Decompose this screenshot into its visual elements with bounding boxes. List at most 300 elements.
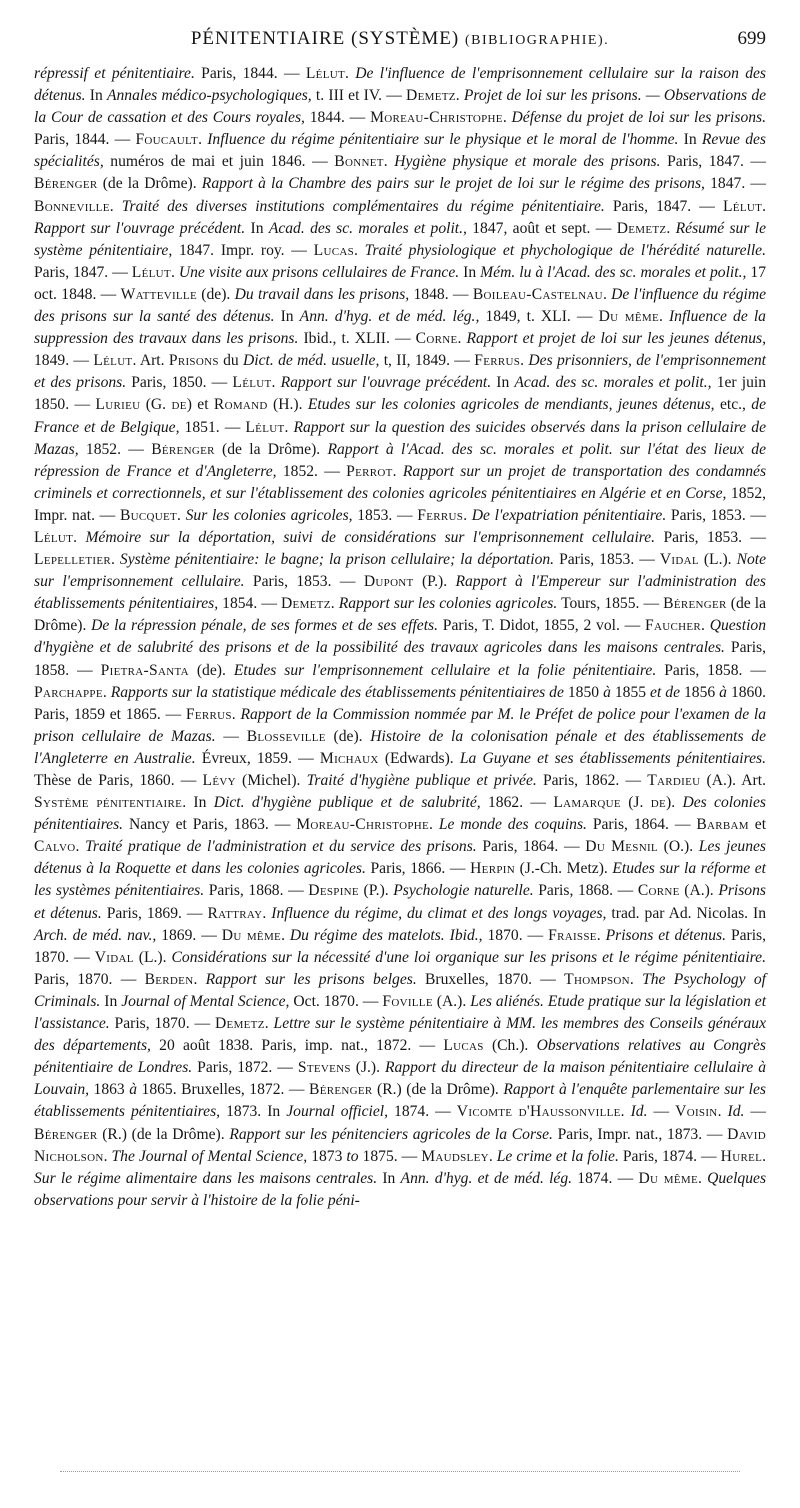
author-name: Demetz (406, 87, 456, 105)
citation-title: Projet de loi sur les prisons. — Observations de la Cour de cassation et des Cours royales, (34, 87, 767, 127)
citation-text: Paris, 1866. — (365, 860, 471, 878)
author-name: Demetz (616, 219, 667, 237)
author-name: Lélut (34, 528, 74, 546)
citation-title: Hygiène physique et morale des prisons. (394, 153, 661, 171)
citation-text: et (748, 816, 767, 834)
citation-title: Prisons et détenus. (34, 882, 766, 922)
citation-text: Paris, 1868. — (533, 882, 638, 900)
citation-text: . (354, 241, 365, 259)
citation-text: 17 oct. 1848. — (34, 263, 766, 303)
citation-title: Journal officiel, (286, 1103, 388, 1121)
citation-title: à (603, 683, 611, 701)
author-name: Lélut (232, 374, 272, 392)
citation-text: . (170, 263, 179, 281)
citation-text: . (392, 462, 403, 480)
citation-title: Rapport sur la question des suicides observés dans la prison cellulaire de Mazas, (34, 418, 766, 458)
citation-text: (de la Drôme). (214, 440, 328, 458)
citation-text: Ibid., t. XLII. — (298, 330, 416, 348)
citation-text: (A.). (679, 882, 719, 900)
citation-text: (R.) (de la Drôme). (372, 1081, 504, 1099)
citation-text: Paris, 1870. — (34, 926, 767, 966)
citation-title: Rapport à la Chambre des pairs sur le projet de loi sur le régime des prisons, (201, 175, 705, 193)
citation-text: . (488, 1147, 497, 1165)
author-name: Lélut (305, 65, 345, 82)
citation-text: . (231, 705, 241, 723)
author-name: Bonneville (34, 197, 110, 215)
citation-text: . (103, 1147, 112, 1165)
author-name: Tardieu (647, 772, 701, 789)
citation-text: Paris, 1847. — (34, 263, 132, 281)
citation-title: Lettre sur le système pénitentiaire à MM. les membres des Conseils généraux des départements, (34, 1015, 767, 1055)
citation-text: . (701, 617, 710, 635)
citation-text: 1865. Bruxelles, 1872. — (137, 1081, 310, 1099)
author-name: Maudsley (421, 1147, 489, 1165)
citation-text: 1852. — (78, 440, 152, 458)
citation-text: Paris, T. Didot, 1855, 2 vol. — (438, 617, 645, 635)
author-name: Faucher (645, 617, 701, 635)
author-name: Moreau-Christophe (296, 816, 430, 834)
citation-title: Arch. de méd. nav., (34, 926, 157, 944)
citation-text: (J.). (350, 1059, 385, 1077)
citation-title: répressif et pénitentiaire. (34, 65, 195, 82)
citation-text: Paris, 1853. — (655, 528, 767, 546)
citation-text: In (245, 219, 269, 237)
citation-text: (L.). (133, 948, 172, 966)
citation-text: Paris, 1862. — (536, 772, 648, 789)
citation-text: . (284, 418, 294, 436)
citation-title: Quelques observations pour servir à l'histoire de la folie péni- (34, 1169, 767, 1209)
author-name: Corne (637, 882, 680, 900)
citation-text: (de). (325, 727, 371, 745)
author-name: Vidal (659, 551, 699, 569)
author-name: Foville (382, 992, 433, 1010)
author-name: Boileau-Castelnau (472, 285, 603, 303)
citation-title: Annales médico-psychologiques, (106, 87, 312, 105)
author-name: Bérenger (309, 1081, 373, 1099)
citation-text: . (658, 308, 669, 326)
citation-text: 1852, Impr. nat. — (34, 484, 767, 524)
author-name: Hurel (720, 1147, 763, 1165)
author-name: Lucas (443, 1037, 484, 1055)
citation-text: 1862. — (480, 794, 554, 812)
citation-title: Rapport sur les prisons belges. (205, 970, 417, 988)
author-name: Lepelletier (34, 551, 111, 569)
citation-text: ) et (186, 396, 214, 414)
citation-text: . (330, 595, 339, 613)
citation-text: Bruxelles, 1870. — (416, 970, 565, 988)
citation-text: 1869. — (156, 926, 222, 944)
citation-text: . (455, 87, 464, 105)
citation-text: . (697, 1169, 708, 1187)
citation-text: (de la Drôme). (34, 595, 767, 635)
citation-text: Paris, 1844. — (34, 131, 136, 149)
citation-text: Paris, 1872. — (192, 1059, 298, 1077)
author-name: Romand (213, 396, 268, 414)
citation-text: (J.-Ch. Metz). (514, 860, 613, 878)
citation-text: 1860. Paris, 1859 et 1865. — (34, 683, 767, 723)
citation-text: du (218, 352, 243, 370)
citation-text: (Ch.). (483, 1037, 537, 1055)
citation-text: (Michel). (235, 772, 307, 789)
citation-title: Rapport sur l'ouvrage précédent. (280, 374, 492, 392)
author-name: Foucault (135, 131, 199, 149)
citation-title: Sur le régime alimentaire dans les maisons centrales. (34, 1169, 378, 1187)
bibliography-paragraph (34, 63, 766, 1212)
citation-title: et de (650, 683, 680, 701)
author-name: Pietra-Santa (100, 661, 189, 679)
citation-title: Rapport de la Commission nommée par M. le Préfet de police pour l'examen de la prison cellulaire de Mazas. (34, 705, 767, 745)
author-name: Voisin (675, 1103, 718, 1121)
author-name: Lucas (313, 241, 355, 259)
author-name: Vidal (94, 948, 134, 966)
citation-text: 1852. — (276, 462, 347, 480)
author-name: de (171, 396, 187, 414)
citation-text: . (262, 904, 272, 922)
citation-text: 1844. — (304, 109, 371, 127)
citation-title: à (719, 683, 727, 701)
citation-title: Du travail dans les prisons, (234, 285, 410, 303)
citation-text: Paris, 1853. — (554, 551, 660, 569)
citation-title: Rapport sur un projet de transportation des condamnés criminels et correctionnels, et sur l'établissement des colonies agricoles pénitentiaires en Algérie et en Corse, (34, 462, 767, 502)
author-name: Lamarque (553, 794, 621, 812)
citation-title: à (129, 1081, 138, 1099)
citation-text: 1874. — (572, 1169, 639, 1187)
citation-title: De l'influence du régime des prisons sur la santé des détenus. (34, 285, 767, 326)
citation-text: (L.). (698, 551, 737, 569)
citation-title: Les jeunes détenus à la Roquette et dans les colonies agricoles. (34, 838, 767, 878)
citation-text: — (647, 1103, 676, 1121)
citation-text: In (459, 263, 481, 281)
author-name: Dupont (363, 573, 414, 591)
citation-text: 1er juin 1850. — (34, 374, 766, 414)
citation-text: . (717, 1103, 728, 1121)
citation-text: Paris, 1864. — (476, 838, 586, 856)
citation-text: . (271, 374, 281, 392)
citation-title: Psychologie naturelle. (393, 882, 534, 900)
citation-title: The Journal of Mental Science, (111, 1147, 308, 1165)
author-name: Bonnet (334, 153, 384, 171)
citation-title: De l'expatriation pénitentiaire. (471, 506, 667, 524)
citation-title: Prisons et détenus. (605, 926, 726, 944)
citation-text: Nancy et Paris, 1863. — (123, 816, 297, 834)
citation-title: Rapport à l'Empereur sur l'administration des établissements pénitentiaires, (34, 573, 766, 613)
citation-text: . (457, 330, 467, 348)
citation-title: Dict. d'hygiène publique et de salubrité, (213, 794, 481, 812)
citation-title: Journal of Mental Science, (121, 992, 290, 1010)
citation-text: . In (182, 794, 214, 812)
citation-text: . Art. (132, 352, 169, 370)
citation-text: (O.). (657, 838, 699, 856)
running-title (34, 28, 766, 50)
citation-text: . (281, 926, 290, 944)
citation-text: Paris, 1858. — (656, 661, 766, 679)
citation-title: Du régime des matelots. Ibid., (289, 926, 483, 944)
citation-text: Évreux, 1859. — (195, 749, 320, 767)
citation-title: Note sur l'emprisonnement cellulaire. (34, 551, 767, 591)
author-name: Système pénitentiaire (34, 794, 183, 812)
author-name: Thompson (564, 970, 630, 988)
citation-text: (J. (620, 794, 651, 812)
author-name: Michaux (319, 749, 379, 767)
citation-title: Rapport sur les colonies agricoles. (338, 595, 558, 613)
citation-text: trad. par Ad. Nicolas. In (606, 904, 767, 922)
author-name: Berden (144, 970, 194, 988)
author-name: Moreau-Christophe (370, 109, 503, 127)
citation-title: to (346, 1147, 359, 1165)
author-name: Herpin (470, 860, 515, 878)
citation-text: . (109, 197, 122, 215)
citation-text: 1870. — (482, 926, 549, 944)
author-name: Lurieu (95, 396, 141, 414)
citation-title: Etudes sur les colonies agricoles de mendiants, jeunes détenus, (307, 396, 715, 414)
author-name: Du même (598, 308, 659, 326)
author-name: Calvo (34, 838, 76, 856)
citation-text: t. III et IV. — (311, 87, 407, 105)
author-name: Despine (308, 882, 359, 900)
citation-title: Le monde des coquins. (438, 816, 587, 834)
citation-text: . (264, 1015, 274, 1033)
citation-text: 1874. — (388, 1103, 457, 1121)
citation-title: Des colonies pénitentiaires. (34, 794, 766, 834)
citation-text: Paris, 1853. — (666, 506, 767, 524)
author-name: Demetz (281, 595, 331, 613)
citation-text: Paris, 1850. — (126, 374, 233, 392)
page-header (34, 0, 766, 50)
citation-text: Paris, 1847. — (604, 197, 723, 215)
citation-text: . (520, 352, 529, 370)
citation-text: 1853. — (352, 506, 418, 524)
citation-title: Etudes sur l'emprisonnement cellulaire et la folie pénitentiaire. (233, 661, 657, 679)
author-name: Bérenger (663, 595, 727, 613)
citation-text: In (85, 87, 107, 105)
author-name: Du même (638, 1169, 698, 1187)
citation-text: . (198, 131, 208, 149)
author-name: Lélut (245, 418, 285, 436)
footer-dotted-rule (60, 1471, 740, 1472)
citation-text: . (177, 506, 186, 524)
author-name: Fraisse (548, 926, 597, 944)
citation-text: — (744, 1103, 767, 1121)
citation-title: Acad. des sc. morales et polit., (514, 374, 712, 392)
citation-title: Traité d'hygiène publique et privée. (306, 772, 537, 789)
citation-title: Id. (630, 1103, 648, 1121)
citation-text: Tours, 1855. — (557, 595, 664, 613)
citation-text: . (602, 285, 612, 303)
author-name: Ferrus (417, 506, 464, 524)
author-name: Bérenger (151, 440, 215, 458)
citation-title: de France et de Belgique, (34, 396, 766, 436)
citation-title: Id. (727, 1103, 745, 1121)
citation-text: 1849. — (34, 352, 94, 370)
citation-title: Rapport sur l'ouvrage précédent. (34, 219, 246, 237)
citation-text: Paris, 1874. — (618, 1147, 721, 1165)
citation-text: (R.) (de la Drôme). (97, 1125, 230, 1143)
citation-title: Histoire de la colonisation pénale et des établissements de l'Angleterre en Australie. (34, 727, 767, 767)
author-name: Parchappe (34, 683, 103, 701)
citation-title: Acad. des sc. morales et polit., (268, 219, 467, 237)
citation-text: (A.). (432, 992, 471, 1010)
citation-text: (H.). (267, 396, 308, 414)
citation-title: Système pénitentiaire: le bagne; la prison cellulaire; la déportation. (119, 551, 555, 569)
author-name: Ferrus (474, 352, 521, 370)
citation-title: Rapport sur les pénitenciers agricoles de la Corse. (229, 1125, 553, 1143)
citation-text: 1875. — (358, 1147, 422, 1165)
citation-text: ). (666, 794, 683, 812)
author-name: Bérenger (34, 175, 98, 193)
citation-text: 1847. Impr. roy. — (172, 241, 314, 259)
citation-text: . (666, 219, 676, 237)
citation-text: . (193, 970, 206, 988)
citation-text: 1854. — (218, 595, 281, 613)
citation-text: 1851. — (179, 418, 246, 436)
citation-text: . (629, 970, 643, 988)
citation-text: (Edwards). (378, 749, 460, 767)
author-name: Lélut (131, 263, 171, 281)
running-title-section: (BIBLIOGRAPHIE). (464, 33, 610, 48)
citation-title: The Psychology of Criminals. (34, 970, 766, 1010)
citation-text: t, II, 1849. — (379, 352, 475, 370)
citation-text: (de). (196, 285, 235, 303)
citation-title: Ann. d'hyg. et de méd. lég., (299, 308, 480, 326)
citation-text: 1850 (563, 683, 604, 701)
citation-text: . (345, 65, 356, 82)
citation-text: (P.). (358, 882, 394, 900)
citation-title: Rapport à l'Acad. des sc. morales et polit. sur l'état des lieux de répression de France et d'Angleterre, (34, 440, 767, 480)
author-name: Blosseville (246, 727, 326, 745)
citation-title: Traité physiologique et phychologique de l'hérédité naturelle. (364, 241, 767, 259)
citation-title: Mémoire sur la déportation, suivi de considérations sur l'emprisonnement cellulaire. (85, 528, 656, 546)
citation-text: 1873 (307, 1147, 347, 1165)
citation-text: . (429, 816, 439, 834)
citation-text: (A.). Art. (700, 772, 766, 789)
author-name: Stevens (297, 1059, 351, 1077)
citation-text: Paris, Impr. nat., 1873. — (552, 1125, 728, 1143)
citation-text: 1848. — (409, 285, 473, 303)
author-name: Lélut (93, 352, 133, 370)
author-name: Vicomte d'Haussonville (456, 1103, 621, 1121)
citation-title: Résumé sur le système pénitentiaire, (34, 219, 766, 259)
citation-title: Mém. lu à l'Acad. des sc. morales et polit., (480, 263, 747, 281)
citation-text: — (215, 727, 247, 745)
author-name: Du Mesnil (585, 838, 658, 856)
author-name: Du même (221, 926, 282, 944)
citation-text: . (383, 153, 395, 171)
citation-title: La Guyane et ses établissements pénitentiaires. (459, 749, 766, 767)
citation-title: Influence de la suppression des travaux dans les prisons. (34, 308, 766, 348)
citation-title: Rapport à l'enquête parlementaire sur les établissements pénitentiaires, (34, 1081, 766, 1121)
citation-text: Paris, 1853. — (244, 573, 364, 591)
author-name: Lélut (722, 197, 763, 215)
author-name: Rattray (207, 904, 263, 922)
author-name: Bucquet (119, 506, 178, 524)
author-name: de (650, 794, 666, 812)
citation-text: Paris, 1864. — (586, 816, 697, 834)
citation-text: . (75, 838, 86, 856)
citation-text: . (762, 1147, 767, 1165)
citation-text: . (463, 506, 472, 524)
citation-text: 1855 (610, 683, 651, 701)
citation-title: De l'influence de l'emprisonnement cellulaire sur la raison des détenus. (34, 65, 766, 105)
citation-text: (G. (140, 396, 172, 414)
citation-title: Dict. de méd. usuelle, (243, 352, 380, 370)
running-title-main: PÉNITENTIAIRE (SYSTÈME) (190, 28, 460, 49)
author-name: David Nicholson (34, 1125, 766, 1165)
citation-title: Les aliénés. Etude pratique sur la législation et l'assistance. (34, 992, 767, 1033)
citation-title: Rapport et projet de loi sur les jeunes détenus, (466, 330, 766, 348)
citation-text: . (762, 197, 767, 215)
citation-title: Traité des diverses institutions complémentaires du régime pénitentiaire. (121, 197, 605, 215)
citation-title: Considérations sur la nécessité d'une loi organique sur les prisons et le régime pénitentiaire. (171, 948, 766, 966)
citation-text: 1847. — (704, 175, 766, 193)
citation-text: In (491, 374, 515, 392)
author-name: Barbaм (696, 816, 749, 834)
citation-title: Influence du régime pénitentiaire sur le physique et le moral de l'homme. (207, 131, 679, 149)
citation-text: In (678, 131, 702, 149)
author-name: Bérenger (34, 1125, 98, 1143)
citation-text: . (73, 528, 86, 546)
citation-title: Traité pratique de l'administration et du service des prisons. (85, 838, 477, 856)
citation-text: . (110, 551, 120, 569)
author-name: Demetz (215, 1015, 265, 1033)
citation-text: Paris, 1847. — (660, 153, 767, 171)
citation-title: Etudes sur la réforme et les systèmes pénitentiaires. (34, 860, 767, 900)
citation-text: Oct. 1870. — (289, 992, 383, 1010)
citation-title: Question d'hygiène et de salubrité des prisons et de la possibilité des travaux agricoles dans les maisons centrales. (34, 617, 766, 657)
citation-text: . (620, 1103, 631, 1121)
author-name: Prisons (168, 352, 219, 370)
citation-title: Défense du projet de loi sur les prisons. (511, 109, 767, 127)
citation-text: 1873. In (220, 1103, 287, 1121)
author-name: Watteville (120, 285, 197, 303)
citation-text: 20 août 1838. Paris, imp. nat., 1872. — (150, 1037, 444, 1055)
citation-text: (de la Drôme). (97, 175, 202, 193)
citation-text: In (274, 308, 300, 326)
citation-text: (P.). (413, 573, 456, 591)
citation-title: Sur les colonies agricoles, (185, 506, 353, 524)
page-number: 699 (737, 28, 766, 49)
author-name: Corne (415, 330, 458, 348)
citation-text: . (502, 109, 512, 127)
citation-text: 1847, août et sept. — (466, 219, 617, 237)
citation-text: 1856 (680, 683, 720, 701)
citation-title: Rapports sur la statistique médicale des établissements pénitentiaires de (110, 683, 564, 701)
citation-text: numéros de mai et juin 1846. — (103, 153, 335, 171)
citation-title: Le crime et la folie. (496, 1147, 619, 1165)
citation-text: 1849, t. XLI. — (479, 308, 599, 326)
author-name: Ferrus (185, 705, 232, 723)
citation-text: . (596, 926, 606, 944)
citation-title: Ann. d'hyg. et de méd. lég. (400, 1169, 573, 1187)
citation-text: In (377, 1169, 401, 1187)
citation-text: Paris, 1870. — (109, 1015, 215, 1033)
citation-text: Paris, 1868. — (204, 882, 309, 900)
citation-title: Rapport du directeur de la maison pénitentiaire cellulaire à Louvain, (34, 1059, 766, 1099)
citation-title: Revue des spécialités, (34, 131, 766, 171)
citation-text: 1863 (89, 1081, 130, 1099)
citation-text: . (102, 683, 111, 701)
citation-text: Thèse de Paris, 1860. — (34, 772, 203, 789)
citation-text: (de). (188, 661, 234, 679)
citation-text: etc., (714, 396, 752, 414)
citation-text: Paris, 1844. — (194, 65, 306, 82)
citation-title: De la répression pénale, de ses formes et de ses effets. (91, 617, 439, 635)
citation-title: Des prisonniers, de l'emprisonnement et des prisons. (34, 352, 767, 392)
citation-title: Une visite aux prisons cellulaires de France. (178, 263, 460, 281)
citation-title: Observations relatives au Congrès pénitentiaire de Londres. (34, 1037, 766, 1077)
citation-text: Paris, 1858. — (34, 639, 766, 679)
citation-text: Paris, 1869. — (101, 904, 208, 922)
citation-title: Influence du régime, du climat et des longs voyages, (271, 904, 607, 922)
